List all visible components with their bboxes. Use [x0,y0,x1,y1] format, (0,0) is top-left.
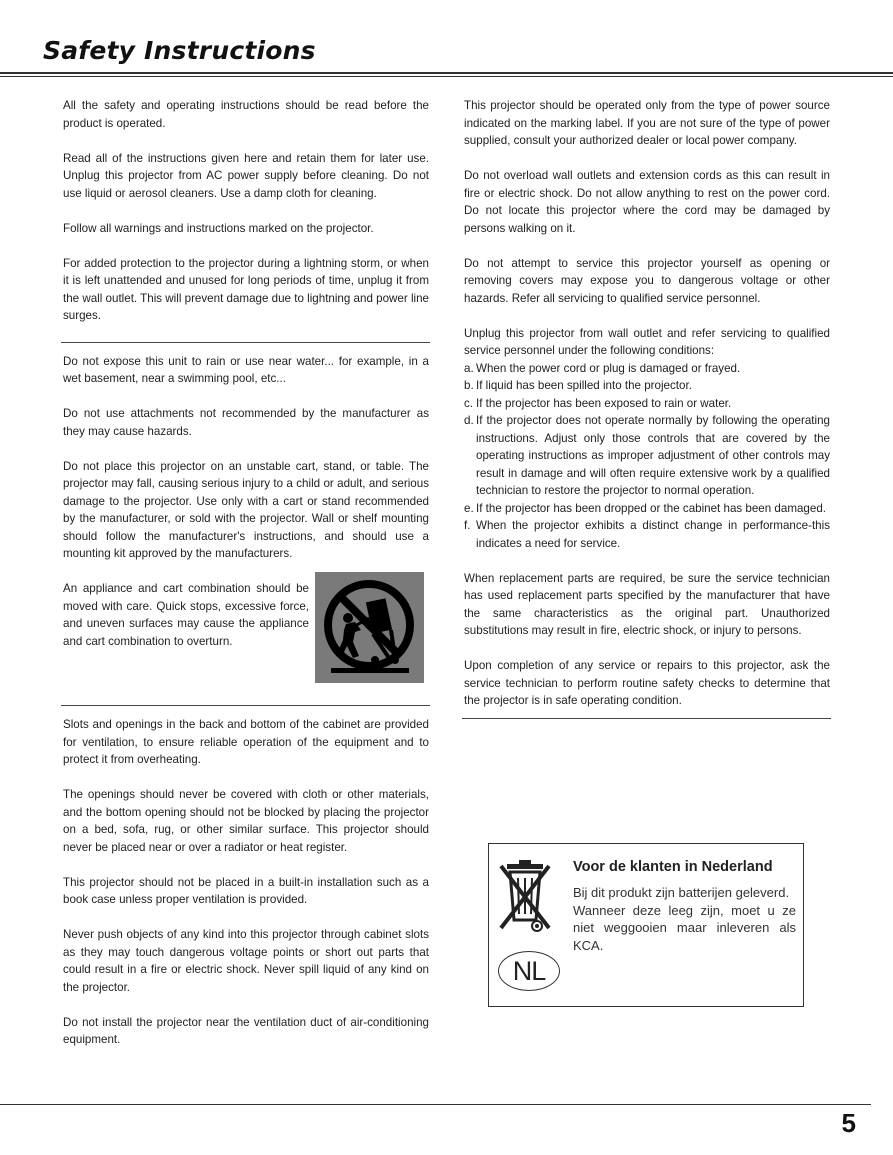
paragraph: Read all of the instructions given here and retain them for later use. Unplug this projector from AC power supply before cleaning. Do not use liquid or aerosol cleaners. Use a damp cloth for cleaning. [63,151,429,200]
list-item: e. If the projector has been dropped or the cabinet has been damaged. [464,501,826,515]
paragraph: Slots and openings in the back and bottom of the cabinet are provided for ventilation, to ensure reliable operation of the equipment and to protect it from overheating. [63,718,429,766]
paragraph: For added protection to the projector during a lightning storm, or when it is left unattended and unused for long periods of time, unplug it from the wall outlet. This will prevent damage due to lightning and power line surges. [63,256,429,322]
crossed-out-wheelie-bin-icon [497,858,553,943]
paragraph: Follow all warnings and instructions marked on the projector. [63,221,374,235]
list-item: f. When the projector exhibits a distinct change in performance-this indicates a need for service. [464,519,830,550]
section-divider [61,342,430,343]
paragraph: Do not place this projector on an unstable cart, stand, or table. The projector may fall, causing serious injury to a child or adult, and serious damage to the projector. Use only with a cart or stand recommended by the manufacturer, or sold with the projector. Wall or shelf mounting should follow the manufacturer's instructions, and should use a mounting kit approved by the manufacturers. [63,459,429,560]
paragraph: Unplug this projector from wall outlet and refer servicing to qualified service personnel under the following conditions: [464,326,830,357]
paragraph: Never push objects of any kind into this projector through cabinet slots as they may touch dangerous voltage points or short out parts that could result in a fire or electric shock. Never spill liquid of any kind on the projector. [63,928,429,994]
header-rule [0,72,893,74]
section-divider [61,705,430,706]
paragraph: An appliance and cart combination should be moved with care. Quick stops, excessive force, and uneven surfaces may cause the appliance and cart combination to overturn. [63,582,309,648]
paragraph: Do not install the projector near the ventilation duct of air-conditioning equipment. [63,1015,429,1046]
paragraph: Do not attempt to service this projector yourself as opening or removing covers may expose you to dangerous voltage or other hazards. Refer all servicing to qualified service personnel. [464,256,830,305]
notice-line: Wanneer deze leeg zijn, moet u ze niet weggooien maar inleveren als KCA. [573,902,796,953]
cart-warning-block [63,580,429,693]
right-column [464,97,830,729]
cart-tipover-warning-icon [315,572,424,683]
list-item: c. If the projector has been exposed to rain or water. [464,396,732,410]
service-conditions-list [464,360,830,553]
notice-text [573,884,796,954]
list-item: a. When the power cord or plug is damaged or frayed. [464,361,741,375]
paragraph: This projector should not be placed in a built-in installation such as a book case unless proper ventilation is provided. [63,875,429,906]
paragraph: All the safety and operating instructions should be read before the product is operated. [63,99,429,130]
paragraph: The openings should never be covered with cloth or other materials, and the bottom opening should not be blocked by placing the projector on a bed, sofa, rug, or other similar surface. This projector should never be placed near or over a radiator or heat register. [63,788,429,854]
footer-rule [0,1104,871,1105]
paragraph: Do not expose this unit to rain or use near water... for example, in a wet basement, near a swimming pool, etc... [63,354,429,385]
left-column [63,97,429,1049]
paragraph: Upon completion of any service or repairs to this projector, ask the service technician to perform routine safety checks to determine that the projector is in safe operating condition. [464,659,830,707]
paragraph: Do not overload wall outlets and extension cords as this can result in fire or electric shock. Do not allow anything to rest on the power cord. Do not locate this projector where the cord may be damaged by persons walking on it. [464,169,830,235]
paragraph: This projector should be operated only from the type of power source indicated on the marking label. If you are not sure of the type of power supplied, consult your authorized dealer or local power company. [464,99,830,147]
paragraph: When replacement parts are required, be sure the service technician has used replacement parts specified by the manufacturer that have the same characteristics as the original part. Unauthorized substitutions may result in fire, electric shock, or injury to persons. [464,571,830,637]
list-item: d. If the projector does not operate normally by following the operating instructions. Adjust only those controls that are covered by the operating instructions as improper adjustment of other controls may result in damage and will often require extensive work by a qualified technician to restore the projector to normal operation. [464,414,830,497]
notice-title: Voor de klanten in Nederland [573,859,773,875]
page-number: 5 [841,1108,856,1138]
paragraph: Do not use attachments not recommended by the manufacturer as they may cause hazards. [63,407,429,438]
nl-battery-notice [488,843,804,1007]
list-item: b. If liquid has been spilled into the projector. [464,379,692,392]
section-divider [462,718,831,719]
header-rule-thin [0,76,893,77]
notice-line: Bij dit produkt zijn batterijen geleverd. [573,885,790,900]
page-title: Safety Instructions [43,36,316,65]
nl-country-badge: NL [498,951,560,991]
